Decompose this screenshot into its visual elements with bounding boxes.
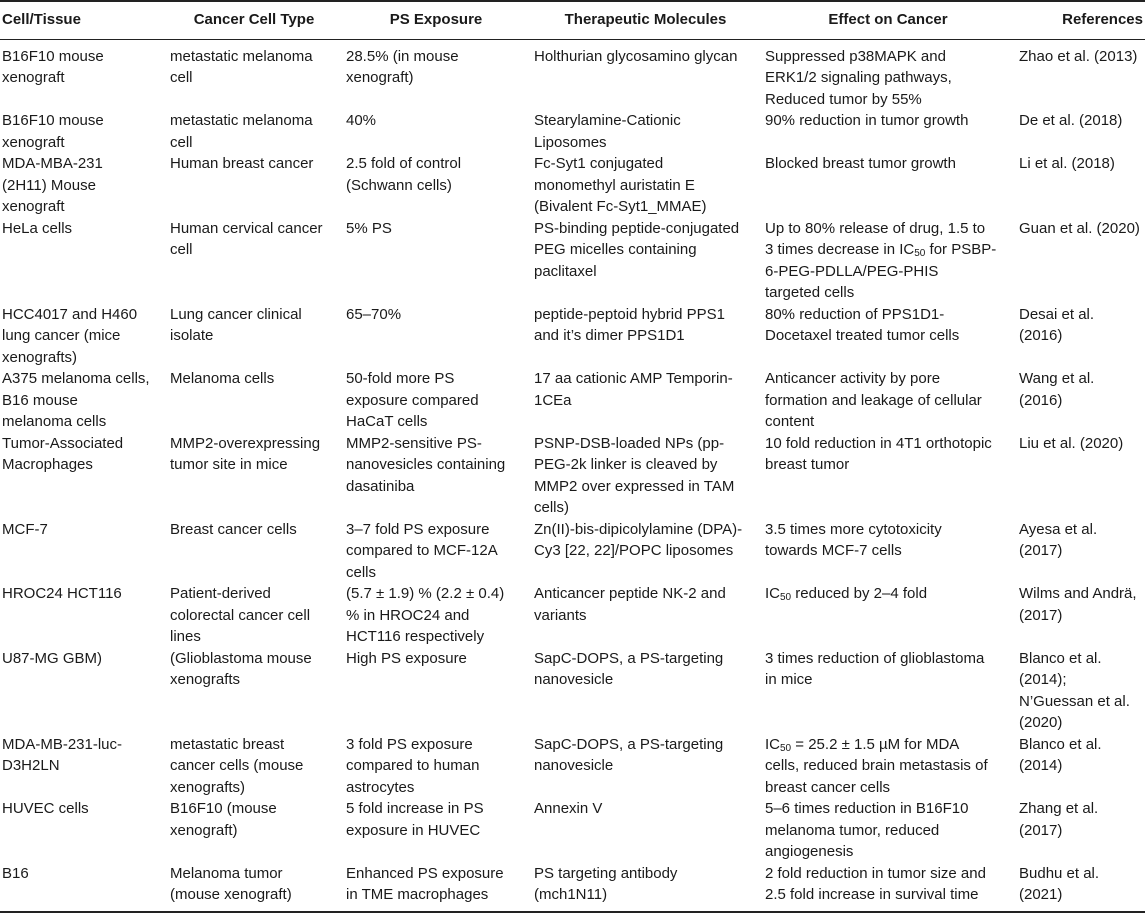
cell-references bbox=[1015, 583, 1145, 648]
cell-ps-exposure bbox=[342, 798, 530, 863]
cell-text: High PS exposure bbox=[346, 649, 467, 667]
cell-text: Liu et al. (2020) bbox=[1019, 434, 1124, 452]
cell-text: 28.5% (in mouse xenograft) bbox=[346, 47, 459, 86]
cell-ps-exposure bbox=[342, 734, 530, 799]
header-cancer-cell-type: Cancer Cell Type bbox=[166, 1, 342, 39]
cell-text: Ayesa et al. (2017) bbox=[1019, 520, 1098, 559]
cell-text: 2 fold reduction in tumor size and 2.5 fold increase in survival time bbox=[765, 864, 986, 903]
cell-effect-on-cancer bbox=[761, 39, 1015, 110]
cell-text: Melanoma cells bbox=[170, 370, 275, 387]
cell-text: Fc-Syt1 conjugated monomethyl auristatin E (Bivalent Fc-Syt1_MMAE) bbox=[534, 155, 707, 215]
cell-cancer-cell-type bbox=[166, 39, 342, 110]
cell-text: B16F10 mouse xenograft bbox=[2, 47, 104, 86]
cell-text: metastatic melanoma cell bbox=[170, 47, 313, 86]
cell-text: Budhu et al. (2021) bbox=[1019, 864, 1100, 903]
table-row bbox=[0, 110, 1145, 153]
cell-text: Stearylamine-Cationic Liposomes bbox=[534, 112, 681, 151]
cell-therapeutic-molecules bbox=[530, 798, 761, 863]
cell-therapeutic-molecules bbox=[530, 304, 761, 369]
cell-text: Guan et al. (2020) bbox=[1019, 219, 1140, 237]
cell-cell-tissue bbox=[0, 648, 166, 734]
cell-text: 2.5 fold of control (Schwann cells) bbox=[346, 155, 462, 194]
cell-text: (Glioblastoma mouse xenografts bbox=[170, 649, 312, 688]
cell-text: Enhanced PS exposure in TME macrophages bbox=[346, 864, 504, 903]
cell-text: 3 fold PS exposure compared to human astrocytes bbox=[346, 735, 480, 796]
cell-effect-on-cancer bbox=[761, 798, 1015, 863]
cell-text: Annexin V bbox=[534, 800, 603, 817]
cell-references bbox=[1015, 368, 1145, 433]
cell-ps-exposure bbox=[342, 218, 530, 304]
cell-cancer-cell-type bbox=[166, 153, 342, 218]
cell-text: Breast cancer cells bbox=[170, 520, 297, 538]
cell-effect-on-cancer bbox=[761, 153, 1015, 218]
cell-therapeutic-molecules bbox=[530, 110, 761, 153]
cell-cell-tissue bbox=[0, 110, 166, 153]
cell-text: HROC24 HCT116 bbox=[2, 585, 122, 602]
cell-effect-on-cancer bbox=[761, 110, 1015, 153]
cell-ps-exposure bbox=[342, 368, 530, 433]
table-row bbox=[0, 863, 1145, 912]
cell-effect-on-cancer bbox=[761, 734, 1015, 799]
cell-text: metastatic melanoma cell bbox=[170, 112, 313, 151]
table-row bbox=[0, 368, 1145, 433]
table-row bbox=[0, 734, 1145, 799]
cell-cancer-cell-type bbox=[166, 110, 342, 153]
cell-text: MDA-MBA-231 (2H11) Mouse xenograft bbox=[2, 155, 103, 215]
cell-therapeutic-molecules bbox=[530, 519, 761, 584]
cell-ps-exposure bbox=[342, 433, 530, 519]
cell-cancer-cell-type bbox=[166, 648, 342, 734]
cell-text: PS targeting antibody (mch1N11) bbox=[534, 864, 678, 903]
cell-ps-exposure bbox=[342, 153, 530, 218]
cell-text: Suppressed p38MAPK and ERK1/2 signaling pathways, Reduced tumor by 55% bbox=[765, 47, 952, 108]
cell-text: SapC-DOPS, a PS-targeting nanovesicle bbox=[534, 649, 724, 688]
cell-text: 3–7 fold PS exposure compared to MCF-12A cells bbox=[346, 520, 498, 581]
cell-ps-exposure bbox=[342, 304, 530, 369]
cell-cancer-cell-type bbox=[166, 368, 342, 433]
cell-text: Holthurian glycosamino glycan bbox=[534, 47, 738, 65]
cell-text: Up to 80% release of drug, 1.5 to 3 times decrease in IC bbox=[765, 219, 986, 258]
cell-cancer-cell-type bbox=[166, 218, 342, 304]
cell-cancer-cell-type bbox=[166, 734, 342, 799]
cell-text: MMP2-sensitive PS- nanovesicles containing dasatiniba bbox=[346, 434, 506, 495]
header-ps-exposure: PS Exposure bbox=[342, 1, 530, 39]
cell-ps-exposure bbox=[342, 39, 530, 110]
cell-text: A375 melanoma cells, B16 mouse melanoma cells bbox=[2, 370, 150, 430]
cell-text: Li et al. (2018) bbox=[1019, 155, 1115, 172]
cell-text: = 25.2 ± 1.5 µM for MDA cells, reduced brain metastasis of breast cancer cells bbox=[765, 735, 988, 796]
cell-references bbox=[1015, 648, 1145, 734]
cell-references bbox=[1015, 153, 1145, 218]
cell-text: Human cervical cancer cell bbox=[170, 219, 323, 258]
cell-references bbox=[1015, 39, 1145, 110]
cell-references bbox=[1015, 433, 1145, 519]
cell-effect-on-cancer bbox=[761, 433, 1015, 519]
cell-text: (5.7 ± 1.9) % (2.2 ± 0.4) % in HROC24 and HCT116 respectively bbox=[346, 585, 505, 645]
cell-cell-tissue bbox=[0, 433, 166, 519]
cell-cell-tissue bbox=[0, 863, 166, 912]
cell-text: peptide-peptoid hybrid PPS1 and it’s dimer PPS1D1 bbox=[534, 305, 725, 344]
header-row bbox=[0, 1, 1145, 39]
cell-text: HCC4017 and H460 lung cancer (mice xenografts) bbox=[2, 305, 138, 366]
cell-text: B16F10 mouse xenograft bbox=[2, 112, 104, 151]
cell-references bbox=[1015, 110, 1145, 153]
cell-cancer-cell-type bbox=[166, 519, 342, 584]
cell-text: Zhang et al. (2017) bbox=[1019, 800, 1099, 839]
cell-cell-tissue bbox=[0, 798, 166, 863]
cell-therapeutic-molecules bbox=[530, 218, 761, 304]
cell-cancer-cell-type bbox=[166, 304, 342, 369]
cell-therapeutic-molecules bbox=[530, 648, 761, 734]
cell-cell-tissue bbox=[0, 368, 166, 433]
cell-effect-on-cancer bbox=[761, 519, 1015, 584]
cell-text: Desai et al. (2016) bbox=[1019, 305, 1095, 344]
cell-text: SapC-DOPS, a PS-targeting nanovesicle bbox=[534, 735, 724, 774]
cell-text: metastatic breast cancer cells (mouse xenografts) bbox=[170, 735, 304, 796]
cell-text: 50-fold more PS exposure compared HaCaT cells bbox=[346, 370, 479, 430]
header-cell-tissue: Cell/Tissue bbox=[0, 1, 166, 39]
cell-references bbox=[1015, 863, 1145, 912]
cell-text: 3 times reduction of glioblastoma in mice bbox=[765, 649, 985, 688]
cell-text: Wilms and Andrä, (2017) bbox=[1019, 585, 1137, 624]
table-row bbox=[0, 519, 1145, 584]
cell-therapeutic-molecules bbox=[530, 583, 761, 648]
cell-text: for PSBP- 6-PEG-PDLLA/PEG-PHIS targeted cells bbox=[765, 241, 997, 301]
cell-text: Zhao et al. (2013) bbox=[1019, 47, 1138, 65]
cell-cell-tissue bbox=[0, 519, 166, 584]
cell-text: 80% reduction of PPS1D1- Docetaxel treated tumor cells bbox=[765, 305, 960, 344]
table-row bbox=[0, 304, 1145, 369]
cell-text: HUVEC cells bbox=[2, 800, 89, 817]
cell-references bbox=[1015, 519, 1145, 584]
table-row bbox=[0, 218, 1145, 304]
cell-cell-tissue bbox=[0, 153, 166, 218]
cell-cell-tissue bbox=[0, 218, 166, 304]
cell-text: Blanco et al. (2014) bbox=[1019, 735, 1102, 774]
cell-therapeutic-molecules bbox=[530, 734, 761, 799]
cell-effect-on-cancer bbox=[761, 863, 1015, 912]
table-row bbox=[0, 583, 1145, 648]
cell-references bbox=[1015, 734, 1145, 799]
table-row bbox=[0, 153, 1145, 218]
cell-cell-tissue bbox=[0, 583, 166, 648]
cell-text: Lung cancer clinical isolate bbox=[170, 305, 302, 344]
cell-therapeutic-molecules bbox=[530, 368, 761, 433]
cell-text: 5% PS bbox=[346, 219, 392, 237]
cell-effect-on-cancer bbox=[761, 583, 1015, 648]
cell-text: 65–70% bbox=[346, 305, 402, 323]
subscript: 50 bbox=[780, 742, 792, 754]
cell-text: PSNP-DSB-loaded NPs (pp- PEG-2k linker is cleaved by MMP2 over expressed in TAM cells) bbox=[534, 434, 735, 516]
cell-text-group bbox=[765, 220, 996, 302]
subscript: 50 bbox=[914, 248, 926, 259]
cell-text: MCF-7 bbox=[2, 520, 48, 538]
cell-text: Patient-derived colorectal cancer cell lines bbox=[170, 585, 311, 645]
cell-effect-on-cancer bbox=[761, 368, 1015, 433]
table-row bbox=[0, 798, 1145, 863]
cell-text: 90% reduction in tumor growth bbox=[765, 112, 969, 129]
cell-text: IC bbox=[765, 585, 780, 602]
cell-text: Tumor-Associated Macrophages bbox=[2, 434, 124, 473]
cell-ps-exposure bbox=[342, 519, 530, 584]
cell-cancer-cell-type bbox=[166, 798, 342, 863]
cell-cancer-cell-type bbox=[166, 863, 342, 912]
cell-effect-on-cancer bbox=[761, 218, 1015, 304]
cell-text: Zn(II)-bis-dipicolylamine (DPA)- Cy3 [22, 22]/POPC liposomes bbox=[534, 520, 743, 559]
cell-ps-exposure bbox=[342, 863, 530, 912]
cell-text: MMP2-overexpressing tumor site in mice bbox=[170, 434, 321, 473]
cell-text: 3.5 times more cytotoxicity towards MCF-7 cells bbox=[765, 520, 942, 559]
header-references: References bbox=[1015, 1, 1145, 39]
cell-cancer-cell-type bbox=[166, 583, 342, 648]
header-effect-on-cancer: Effect on Cancer bbox=[761, 1, 1015, 39]
cell-text: 5–6 times reduction in B16F10 melanoma tumor, reduced angiogenesis bbox=[765, 800, 969, 860]
cell-cell-tissue bbox=[0, 39, 166, 110]
cell-text: B16F10 (mouse xenograft) bbox=[170, 800, 277, 839]
cell-text: Anticancer activity by pore formation and leakage of cellular content bbox=[765, 370, 982, 430]
cell-references bbox=[1015, 304, 1145, 369]
cell-therapeutic-molecules bbox=[530, 39, 761, 110]
cell-text: reduced by 2–4 fold bbox=[791, 585, 928, 602]
cell-cell-tissue bbox=[0, 304, 166, 369]
cell-effect-on-cancer bbox=[761, 648, 1015, 734]
cell-references bbox=[1015, 218, 1145, 304]
cell-cell-tissue bbox=[0, 734, 166, 799]
cell-text: Wang et al. (2016) bbox=[1019, 370, 1095, 409]
cell-text: MDA-MB-231-luc- D3H2LN bbox=[2, 735, 123, 774]
table-row bbox=[0, 39, 1145, 110]
subscript: 50 bbox=[780, 592, 792, 603]
cell-ps-exposure bbox=[342, 110, 530, 153]
cell-text: 40% bbox=[346, 112, 377, 129]
cell-text: Blocked breast tumor growth bbox=[765, 155, 956, 172]
cell-text: 10 fold reduction in 4T1 orthotopic breast tumor bbox=[765, 434, 992, 473]
cell-text: IC bbox=[765, 735, 780, 753]
table-row bbox=[0, 433, 1145, 519]
cell-text: Human breast cancer bbox=[170, 155, 314, 172]
cell-references bbox=[1015, 798, 1145, 863]
cell-text-group bbox=[765, 585, 927, 602]
cell-therapeutic-molecules bbox=[530, 153, 761, 218]
cell-effect-on-cancer bbox=[761, 304, 1015, 369]
cell-cancer-cell-type bbox=[166, 433, 342, 519]
cell-text: U87-MG GBM) bbox=[2, 649, 103, 667]
cell-ps-exposure bbox=[342, 583, 530, 648]
cell-text: HeLa cells bbox=[2, 219, 73, 237]
cell-text-group bbox=[765, 736, 988, 796]
cell-text: B16 bbox=[2, 864, 29, 882]
cell-therapeutic-molecules bbox=[530, 863, 761, 912]
cell-ps-exposure bbox=[342, 648, 530, 734]
cell-text: 5 fold increase in PS exposure in HUVEC bbox=[346, 800, 484, 839]
cell-therapeutic-molecules bbox=[530, 433, 761, 519]
cell-text: PS-binding peptide-conjugated PEG micelles containing paclitaxel bbox=[534, 219, 740, 280]
header-therapeutic-molecules: Therapeutic Molecules bbox=[530, 1, 761, 39]
cell-text: 17 aa cationic AMP Temporin- 1CEa bbox=[534, 370, 733, 409]
table-row bbox=[0, 648, 1145, 734]
cell-text: Anticancer peptide NK-2 and variants bbox=[534, 585, 726, 624]
cell-text: De et al. (2018) bbox=[1019, 112, 1123, 129]
cell-text: Blanco et al. (2014); N’Guessan et al. (2020) bbox=[1019, 649, 1130, 731]
cell-text: Melanoma tumor (mouse xenograft) bbox=[170, 864, 292, 903]
table-body bbox=[0, 39, 1145, 912]
